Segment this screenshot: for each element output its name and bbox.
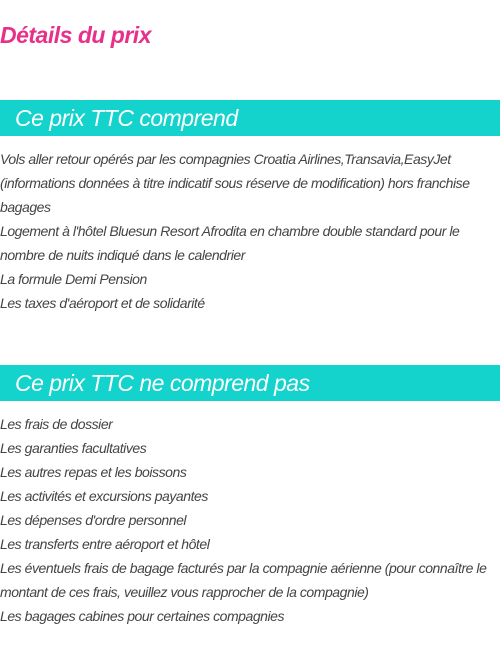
included-heading: Ce prix TTC comprend xyxy=(15,104,238,131)
included-item-meal-plan: La formule Demi Pension xyxy=(0,271,147,287)
included-item-taxes: Les taxes d'aéroport et de solidarité xyxy=(0,295,205,311)
excluded-item-activities: Les activités et excursions payantes xyxy=(0,488,208,504)
included-item-flights: Vols aller retour opérés par les compagnies Croatia Airlines,Transavia,EasyJet (informations données à titre indicatif sous réserve de modification) hors franchise bagages xyxy=(0,151,470,215)
excluded-item-other-meals: Les autres repas et les boissons xyxy=(0,464,187,480)
excluded-section-header xyxy=(0,365,500,401)
page-title: Détails du prix xyxy=(0,22,151,48)
included-section-header xyxy=(0,100,500,136)
excluded-item-insurance: Les garanties facultatives xyxy=(0,440,147,456)
excluded-heading: Ce prix TTC ne comprend pas xyxy=(15,369,310,396)
included-list xyxy=(0,147,500,315)
excluded-item-transfers: Les transferts entre aéroport et hôtel xyxy=(0,536,210,552)
excluded-item-cabin-bags: Les bagages cabines pour certaines compagnies xyxy=(0,608,285,624)
excluded-item-baggage-fees: Les éventuels frais de bagage facturés par la compagnie aérienne (pour connaître le montant de ces frais, veuillez vous rapprocher de la compagnie) xyxy=(0,560,487,600)
excluded-list xyxy=(0,412,500,628)
included-item-hotel: Logement à l'hôtel Bluesun Resort Afrodita en chambre double standard pour le nombre de nuits indiqué dans le calendrier xyxy=(0,223,460,263)
excluded-item-booking-fees: Les frais de dossier xyxy=(0,416,113,432)
excluded-item-personal-expenses: Les dépenses d'ordre personnel xyxy=(0,512,187,528)
